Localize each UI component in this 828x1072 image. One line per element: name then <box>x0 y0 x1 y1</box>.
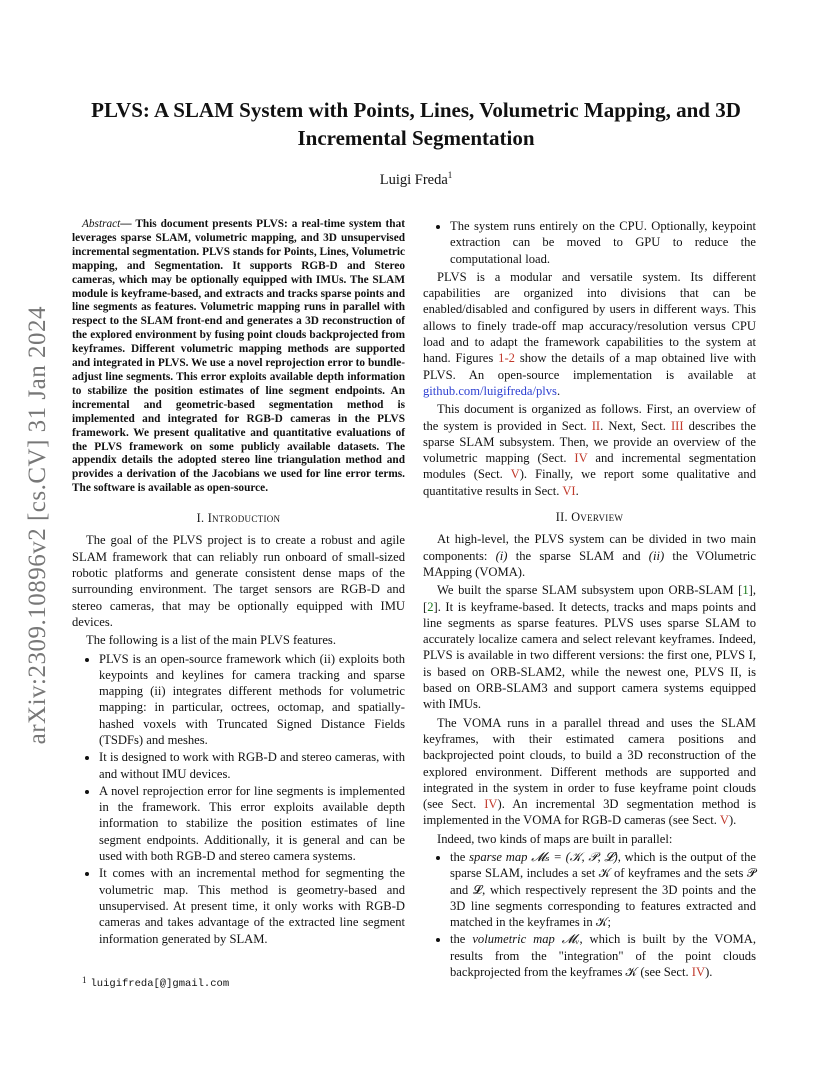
map-list <box>423 849 756 980</box>
author-name: Luigi Freda <box>379 171 448 188</box>
section-ref-link[interactable]: IV <box>691 965 706 980</box>
abstract-lead: Abstract <box>82 218 121 230</box>
overview-paragraph-2 <box>423 582 756 712</box>
text-span: ]. It is keyframe-based. It detects, tracks and maps points and line segments as sparse features. PLVS uses sparse SLAM to accurately localize camera and select relevant keyframes. Indeed, PLVS is available in two different versions: the first one, PLVS I, is based on ORB-SLAM2, while the newest one, PLVS II, is based on ORB-SLAM3 and support camera systems equipped with IMUs. <box>423 599 756 712</box>
left-column <box>72 218 405 949</box>
github-link[interactable]: github.com/luigifreda/plvs <box>423 383 557 398</box>
text-span: PLVS is a modular and versatile system. Its different capabilities are organized into divisions that can be enabled/disabled and configured by users in different ways. This allows to finely trade-off map accuracy/resolution versus CPU load and to adapt the framework capabilities to the system at hand. Figures <box>423 269 756 366</box>
feature-list-continued <box>423 218 756 267</box>
text-span: ). <box>705 965 713 980</box>
section-heading-overview: II. Overview <box>555 510 624 525</box>
right-column <box>423 218 756 982</box>
text-span: (i) <box>495 548 508 563</box>
text-span: the sparse SLAM and <box>507 548 649 563</box>
overview-paragraph-1 <box>423 531 756 580</box>
arxiv-stamp-text: arXiv:2309.10896v2 [cs.CV] 31 Jan 2024 <box>24 305 51 745</box>
math-span: 𝓜ₛ = (𝒦, 𝒫, 𝓛) <box>527 849 618 864</box>
math-span: 𝓜ᵥ <box>554 932 580 947</box>
text-span: At high-level, the PLVS system can be divided in two main components: <box>423 532 756 563</box>
author <box>78 170 754 189</box>
text-span: the VOlumetric MApping (VOMA). <box>423 548 756 579</box>
list-item: • A novel reprojection error for line segments is implemented in the framework. This error exploits available depth information to stabilize the position estimates of line segment endpoints. Additionally, it is general and can be used with both RGB-D and stereo camera systems. <box>99 783 405 864</box>
citation-link[interactable]: 2 <box>427 599 434 614</box>
text-span: . <box>556 383 561 398</box>
arxiv-stamp <box>18 290 58 760</box>
list-item: • The system runs entirely on the CPU. Optionally, keypoint extraction can be moved to GPU to reduce the computational load. <box>450 218 756 267</box>
citation-link[interactable]: 1 <box>742 583 749 598</box>
text-span: the <box>450 932 473 947</box>
paper-title: PLVS: A SLAM System with Points, Lines, Volumetric Mapping, and 3D Incremental Segmentation <box>91 98 741 150</box>
text-span: ). <box>728 813 737 828</box>
section-ref-link[interactable]: VI <box>562 483 576 498</box>
text-span: We built the sparse SLAM subsystem upon ORB-SLAM [ <box>437 583 743 598</box>
text-span: , which is the output of the sparse SLAM, includes a set 𝒦 of keyframes and the sets 𝒫 and 𝓛, which respectively represent the 3D points and the 3D line segments corresponding to features extracted and matched in the keyframes in 𝒦; <box>450 849 756 930</box>
feature-list <box>72 651 405 947</box>
text-span: (ii) <box>648 548 665 563</box>
text-span: the <box>450 849 470 864</box>
intro-paragraph-1: The goal of the PLVS project is to create a robust and agile SLAM framework that can reliably run onboard of small-sized robotic platforms and generate consistent dense maps of the surrounding environment. The target sensors are RGB-D and stereo cameras, that may be optionally equipped with IMU devices. <box>72 533 405 629</box>
intro-paragraph-2: The following is a list of the main PLVS features. <box>86 633 336 648</box>
organization-paragraph <box>423 401 756 499</box>
abstract <box>72 218 405 496</box>
list-item <box>450 849 756 930</box>
footnote-email: luigifreda[@]gmail.com <box>90 978 230 990</box>
section-ref-link[interactable]: IV <box>484 797 498 812</box>
list-item: • PLVS is an open-source framework which (ii) exploits both keypoints and keylines for camera tracking and sparse mapping (ii) integrates different methods for volumetric mapping: in particular, octrees, octomap, and spatially-hashed voxels with Truncated Signed Distance Fields (TSDFs) and meshes. <box>99 651 405 749</box>
text-span: . Next, Sect. <box>600 418 671 433</box>
list-item: • It is designed to work with RGB-D and stereo cameras, with and without IMU devices. <box>99 749 405 782</box>
text-span: sparse map <box>469 849 528 864</box>
text-span: , which is built by the VOMA, results from the "integration" of the point clouds backprojected from the keyframes 𝒦 (see Sect. <box>450 932 756 980</box>
text-span: . <box>575 483 579 498</box>
section-ref-link[interactable]: V <box>719 813 729 828</box>
footnote-mark: 1 <box>82 975 87 985</box>
section-ref-link[interactable]: V <box>510 467 520 482</box>
abstract-text: — This document presents PLVS: a real-time system that leverages sparse SLAM, volumetric mapping, and 3D unsupervised incremental segmentation. PLVS stands for Points, Lines, Volumetric mapping, and Segmentation. It supports RGB-D and Stereo cameras, which may be optionally equipped with IMUs. The SLAM module is keyframe-based, and extracts and tracks sparse points and line segments as features. Volumetric mapping runs in parallel with respect to the SLAM front-end and generates a 3D reconstruction of the explored environment by fusing point clouds backprojected from keyframes. Different volumetric mapping methods are supported and integrated in PLVS. We use a novel reprojection error to bundle-adjust line segments. This error exploits available depth information to stabilize the position estimates of line segment endpoints. An incremental and geometric-based segmentation method is implemented and integrated for RGB-D cameras in the PLVS framework. We present qualitative and quantitative evaluations of the PLVS framework on some publicly available datasets. The appendix details the adopted stereo line triangulation method and provides a derivation of the Jacobians we used for line error terms. The software is available as open-source. <box>72 218 405 495</box>
text-span: volumetric map <box>472 932 555 947</box>
modularity-paragraph <box>423 269 756 399</box>
text-span: describes the sparse SLAM subsystem. Then, we provide an overview of the volumetric mapping (Sect. <box>423 418 756 466</box>
text-span: and incremental segmentation modules (Sect. <box>423 451 756 482</box>
text-span: The VOMA runs in a parallel thread and uses the SLAM keyframes, with their estimated camera positions and backprojected point clouds, to build a 3D reconstruction of the explored environment. Different methods are supported and integrated in the system in order to fuse keyframe point clouds (see Sect. <box>423 715 756 812</box>
section-ref-link[interactable]: II <box>591 418 601 433</box>
text-span: ], [ <box>423 583 756 614</box>
author-footnote-mark: 1 <box>447 170 453 180</box>
text-span: This document is organized as follows. First, an overview of the system is provided in Sect. <box>423 402 756 433</box>
list-item: • It comes with an incremental method for segmenting the volumetric map. This method is geometry-based and unsupervised. At present time, it only works with RGB-D cameras and takes advantage of the extracted line segment information generated by SLAM. <box>99 865 405 946</box>
list-item <box>450 931 756 980</box>
overview-paragraph-3 <box>423 715 756 829</box>
footnote <box>82 975 412 990</box>
section-heading-introduction: I. Introduction <box>196 511 281 526</box>
overview-paragraph-4: Indeed, two kinds of maps are built in parallel: <box>437 831 673 846</box>
text-span: ). An incremental 3D segmentation method is implemented in the VOMA for RGB-D cameras (see Sect. <box>423 797 756 828</box>
text-span: ). Finally, we report some qualitative and quantitative results in Sect. <box>423 467 756 498</box>
text-span: show the details of a map obtained live with PLVS. An open-source implementation is available at <box>423 351 756 382</box>
section-ref-link[interactable]: IV <box>574 451 588 466</box>
figure-ref-link[interactable]: 1-2 <box>498 351 515 366</box>
section-ref-link[interactable]: III <box>670 418 684 433</box>
